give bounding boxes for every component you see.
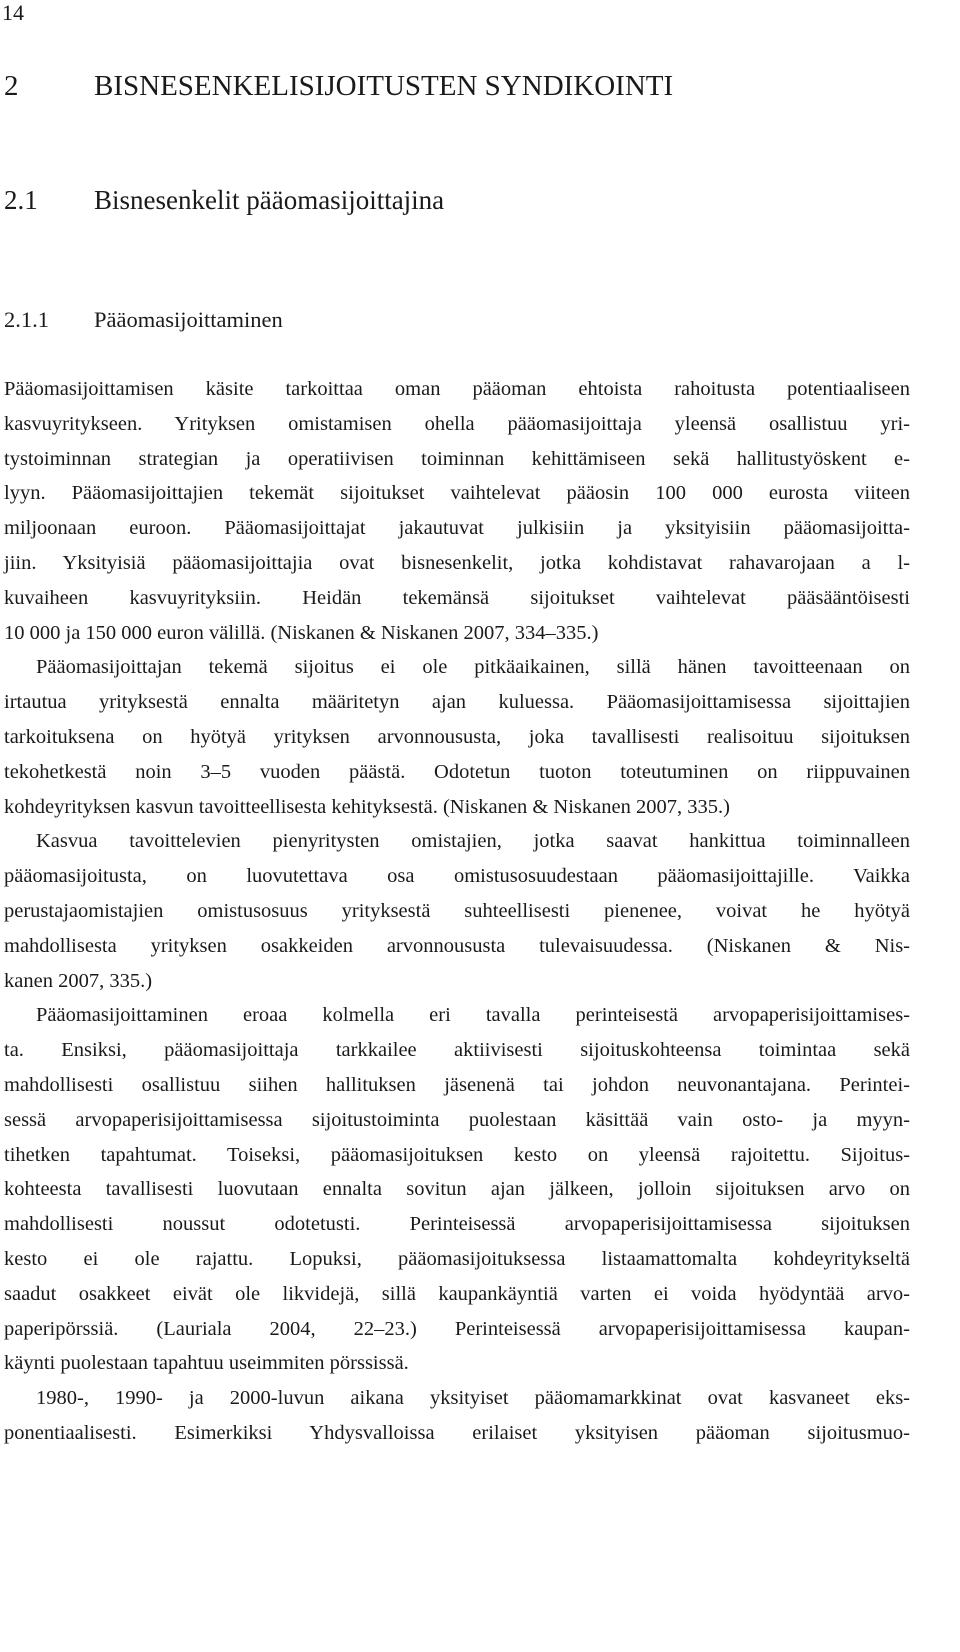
text-line: tekohetkestä noin 3–5 vuoden päästä. Odotetun tuoton toteutuminen on riippuvainen	[4, 760, 910, 783]
text-line: kohteesta tavallisesti luovutaan ennalta sovitun ajan jälkeen, jolloin sijoituksen arvo on	[4, 1178, 910, 1201]
subsection-heading	[4, 307, 283, 333]
text-line: sessä arvopaperisijoittamisessa sijoitustoiminta puolestaan käsittää vain osto- ja myyn-	[4, 1108, 910, 1131]
text-line: lyyn. Pääomasijoittajien tekemät sijoitukset vaihtelevat pääosin 100 000 eurosta viiteen	[4, 482, 910, 505]
text-line: Pääomasijoittamisen käsite tarkoittaa oman pääoman ehtoista rahoitusta potentiaaliseen	[4, 378, 910, 400]
text-line: ta. Ensiksi, pääomasijoittaja tarkkailee aktiivisesti sijoituskohteensa toimintaa sekä	[4, 1039, 910, 1062]
text-line: tihetken tapahtumat. Toiseksi, pääomasijoituksen kesto on yleensä rajoitettu. Sijoitus-	[4, 1143, 910, 1166]
text-line: 10 000 ja 150 000 euron välillä. (Niskanen & Niskanen 2007, 334–335.)	[4, 621, 599, 644]
text-line: tystoiminnan strategian ja operatiivisen toiminnan kehittämiseen sekä hallitustyöskent e-	[4, 447, 910, 470]
text-line: irtautua yrityksestä ennalta määritetyn ajan kuluessa. Pääomasijoittamisessa sijoittajien	[4, 691, 910, 714]
text-line: miljoonaan euroon. Pääomasijoittajat jakautuvat julkisiin ja yksityisiin pääomasijoitta-	[4, 517, 910, 540]
text-line: mahdollisesta yrityksen osakkeiden arvonnoususta tulevaisuudessa. (Niskanen & Nis-	[4, 934, 910, 957]
text-line: saadut osakkeet eivät ole likvidejä, sillä kaupankäyntiä varten ei voida hyödyntää arvo-	[4, 1282, 910, 1305]
text-line: tarkoituksena on hyötyä yrityksen arvonnoususta, joka tavallisesti realisoituu sijoituksen	[4, 725, 910, 748]
body-text	[4, 372, 910, 1451]
text-line: jiin. Yksityisiä pääomasijoittajia ovat bisnesenkelit, jotka kohdistavat rahavarojaan a l-	[4, 551, 910, 574]
text-line: kuvaiheen kasvuyrityksiin. Heidän tekemänsä sijoitukset vaihtelevat pääsääntöisesti	[4, 586, 910, 609]
text-line: ponentiaalisesti. Esimerkiksi Yhdysvalloissa erilaiset yksityisen pääoman sijoitusmuo-	[4, 1421, 910, 1444]
text-line: 1980-, 1990- ja 2000-luvun aikana yksityiset pääomamarkkinat ovat kasvaneet eks-	[36, 1387, 910, 1410]
text-line: Pääomasijoittaminen eroaa kolmella eri tavalla perinteisestä arvopaperisijoittamises-	[36, 1004, 910, 1027]
text-line: Pääomasijoittajan tekemä sijoitus ei ole pitkäaikainen, sillä hänen tavoitteenaan on	[36, 656, 910, 679]
page-number: 14	[2, 0, 24, 25]
section-heading	[4, 185, 444, 216]
text-line: käynti puolestaan tapahtuu useimmiten pörssissä.	[4, 1352, 409, 1375]
text-line: kohdeyrityksen kasvun tavoitteellisesta kehityksestä. (Niskanen & Niskanen 2007, 335.)	[4, 795, 730, 818]
chapter-title: BISNESENKELISIJOITUSTEN SYNDIKOINTI	[94, 70, 674, 102]
text-line: mahdollisesti osallistuu siihen hallituksen jäsenenä tai johdon neuvonantajana. Perintei-	[4, 1073, 910, 1096]
text-line: mahdollisesti noussut odotetusti. Perinteisessä arvopaperisijoittamisessa sijoituksen	[4, 1213, 910, 1236]
section-number: 2.1	[4, 185, 38, 215]
section-title: Bisnesenkelit pääomasijoittajina	[94, 185, 445, 215]
subsection-number: 2.1.1	[4, 307, 49, 332]
text-line: kesto ei ole rajattu. Lopuksi, pääomasijoituksessa listaamattomalta kohdeyritykseltä	[4, 1247, 910, 1270]
subsection-title: Pääomasijoittaminen	[94, 307, 283, 332]
text-line: kasvuyritykseen. Yrityksen omistamisen ohella pääomasijoittaja yleensä osallistuu yri-	[4, 412, 910, 435]
text-line: kanen 2007, 335.)	[4, 969, 153, 992]
chapter-number: 2	[4, 70, 19, 102]
text-line: pääomasijoitusta, on luovutettava osa omistusosuudestaan pääomasijoittajille. Vaikka	[4, 865, 910, 888]
text-line: paperipörssiä. (Lauriala 2004, 22–23.) Perinteisessä arvopaperisijoittamisessa kaupan-	[4, 1317, 910, 1340]
text-line: perustajaomistajien omistusosuus yrityksestä suhteellisesti pienenee, voivat he hyötyä	[4, 899, 910, 922]
text-line: Kasvua tavoittelevien pienyritysten omistajien, jotka saavat hankittua toiminnalleen	[36, 830, 910, 853]
chapter-heading	[4, 70, 673, 103]
